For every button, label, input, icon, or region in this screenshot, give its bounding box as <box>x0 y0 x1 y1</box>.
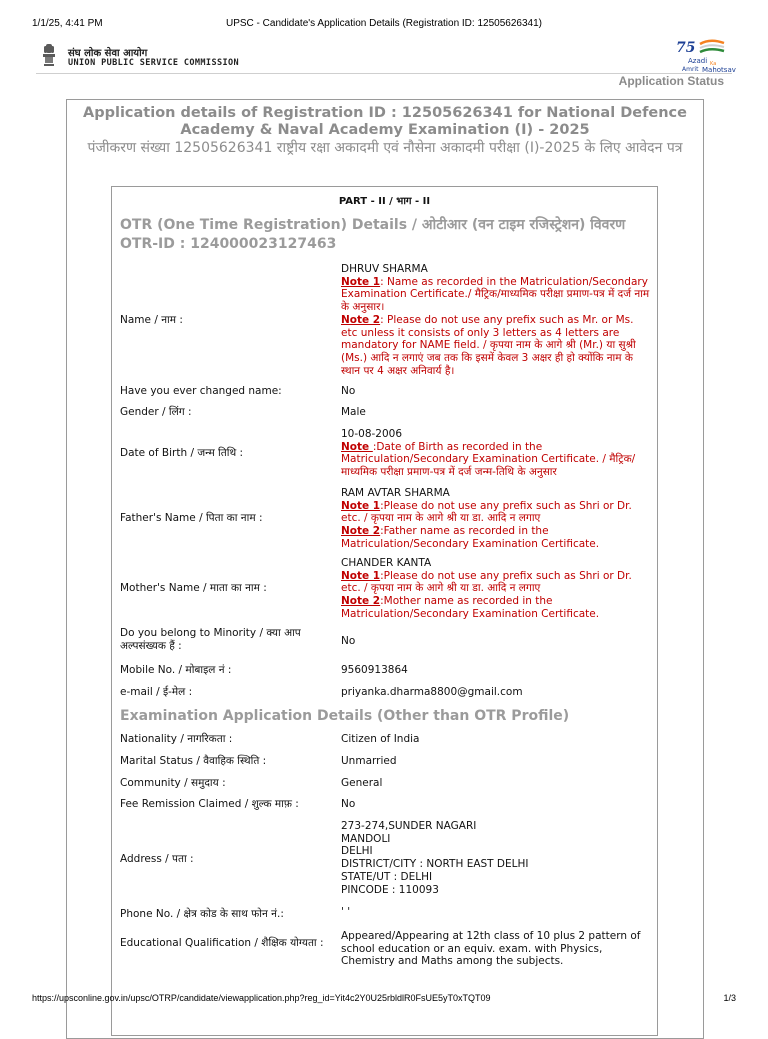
community-value: General <box>341 777 383 789</box>
father-note-2: Note 2:Father name as recorded in the Matriculation/Secondary Examination Certificate. <box>341 525 600 550</box>
azadi-ka-amrit-mahotsav-logo <box>674 38 736 74</box>
org-name-hindi: संघ लोक सेवा आयोग <box>68 48 148 59</box>
page-title: Application details of Registration ID : 12505626341 for National Defence Academy & Naval Academy Examination (I) - 2025 <box>83 105 687 138</box>
otr-section-title: OTR (One Time Registration) Details / ओटीआर (वन टाइम रजिस्ट्रेशन) विवरण OTR-ID : 124000023127463 <box>120 217 626 252</box>
name-note-2: Note 2: Please do not use any prefix such as Mr. or Ms. etc unless it consists of only 3 letters as 4 letters are mandatory for NAME field. / कृपया नाम के आगे श्री (Mr.) या सुश्री (Ms.) आदि न लगाएं जब तक कि इसमें केवल 3 अक्षर ही हो क्योंकि नाम के स्थान पर 4 अक्षर अनिवार्य है। <box>341 313 636 377</box>
address-line: DELHI <box>341 845 373 858</box>
address-value-block <box>341 820 653 896</box>
exam-section-title: Examination Application Details (Other than OTR Profile) <box>120 708 570 724</box>
mother-name-value: CHANDER KANTA <box>341 557 432 569</box>
education-label: Educational Qualification / शैक्षिक योग्यता : <box>120 937 324 949</box>
mother-name-value-block <box>341 557 653 621</box>
page-title-hindi: पंजीकरण संख्या 12505626341 राष्ट्रीय रक्षा अकादमी एवं नौसेना अकादमी परीक्षा (I)-2025 के लिए आवेदन पत्र <box>87 140 683 156</box>
fee-remission-value: No <box>341 798 356 810</box>
dob-note: Note :Date of Birth as recorded in the Matriculation/Secondary Examination Certificate. / मैट्रिक/माध्यमिक परीक्षा प्रमाण-पत्र में दर्ज जन्म-तिथि के अनुसार <box>341 440 636 479</box>
phone-label: Phone No. / क्षेत्र कोड के साथ फोन नं.: <box>120 908 284 920</box>
address-line: 273-274,SUNDER NAGARI <box>341 820 477 832</box>
name-note-1: Note 1: Name as recorded in the Matriculation/Secondary Examination Certificate./ मैट्रिक/माध्यमिक परीक्षा प्रमाण-पत्र में दर्ज नाम के अनुसार। <box>341 275 650 314</box>
mother-note-1: Note 1:Please do not use any prefix such as Shri or Dr. etc. / कृपया नाम के आगे श्री या डा. आदि न लगाए <box>341 569 632 595</box>
dob-value: 10-08-2006 <box>341 428 403 440</box>
minority-value: No <box>341 635 356 647</box>
name-value-block <box>341 263 653 377</box>
print-header <box>0 0 768 34</box>
name-changed-value: No <box>341 385 356 397</box>
part-title: PART - II / भाग - II <box>338 196 431 207</box>
print-url: https://upsconline.gov.in/upsc/OTRP/candidate/viewapplication.php?reg_id=Yit4c2Y0U25rbldlR0FsUE5yT0xTQT09 <box>32 993 491 1003</box>
svg-text:Mahotsav: Mahotsav <box>702 66 736 74</box>
father-name-value-block <box>341 487 653 551</box>
nationality-value: Citizen of India <box>341 733 420 745</box>
svg-text:Azadi: Azadi <box>688 57 708 65</box>
org-name-english: UNION PUBLIC SERVICE COMMISSION <box>68 58 240 68</box>
father-note-1: Note 1:Please do not use any prefix such as Shri or Dr. etc. / कृपया नाम के आगे श्री या डा. आदि न लगाए <box>341 499 632 525</box>
mobile-value: 9560913864 <box>341 664 408 676</box>
fee-remission-label: Fee Remission Claimed / शुल्क माफ़ : <box>120 798 299 810</box>
education-value: Appeared/Appearing at 12th class of 10 plus 2 pattern of school education or an equiv. exam. with Physics, Chemistry and Maths among the subjects. <box>341 930 641 968</box>
phone-value: ' ' <box>341 906 351 918</box>
mobile-label: Mobile No. / मोबाइल नं : <box>120 664 232 676</box>
father-name-value: RAM AVTAR SHARMA <box>341 487 450 499</box>
name-changed-label: Have you ever changed name: <box>120 385 282 397</box>
svg-text:Ka: Ka <box>710 61 717 67</box>
print-timestamp: 1/1/25, 4:41 PM <box>32 18 103 29</box>
address-line: MANDOLI <box>341 832 391 845</box>
marital-status-label: Marital Status / वैवाहिक स्थिति : <box>120 755 267 767</box>
nationality-label: Nationality / नागरिकता : <box>120 733 233 745</box>
email-label: e-mail / ई-मेल : <box>120 686 193 698</box>
minority-label: Do you belong to Minority / क्या आप अल्पसंख्यक हैं : <box>120 627 301 652</box>
marital-status-value: Unmarried <box>341 755 397 767</box>
national-emblem-icon <box>42 42 56 68</box>
print-page-title: UPSC - Candidate's Application Details (Registration ID: 12505626341) <box>226 18 542 29</box>
gender-label: Gender / लिंग : <box>120 406 192 418</box>
address-line: STATE/UT : DELHI <box>341 870 433 883</box>
svg-text:Amrit: Amrit <box>682 66 699 73</box>
community-label: Community / समुदाय : <box>120 777 226 789</box>
site-header <box>36 36 736 74</box>
address-line: PINCODE : 110093 <box>341 883 439 896</box>
father-name-label: Father's Name / पिता का नाम : <box>120 512 263 524</box>
mother-note-2: Note 2:Mother name as recorded in the Matriculation/Secondary Examination Certificate. <box>341 595 600 620</box>
page-number: 1/3 <box>723 993 736 1003</box>
name-label: Name / नाम : <box>120 314 183 326</box>
dob-label: Date of Birth / जन्म तिथि : <box>120 447 244 459</box>
address-label: Address / पता : <box>120 853 194 865</box>
mother-name-label: Mother's Name / माता का नाम : <box>120 582 267 594</box>
gender-value: Male <box>341 406 366 418</box>
name-value: DHRUV SHARMA <box>341 263 428 275</box>
email-value: priyanka.dharma8800@gmail.com <box>341 686 523 698</box>
application-status-link[interactable]: Application Status <box>618 74 724 88</box>
logo-number: 75 <box>676 40 696 56</box>
address-line: DISTRICT/CITY : NORTH EAST DELHI <box>341 858 529 871</box>
dob-value-block <box>341 428 653 479</box>
